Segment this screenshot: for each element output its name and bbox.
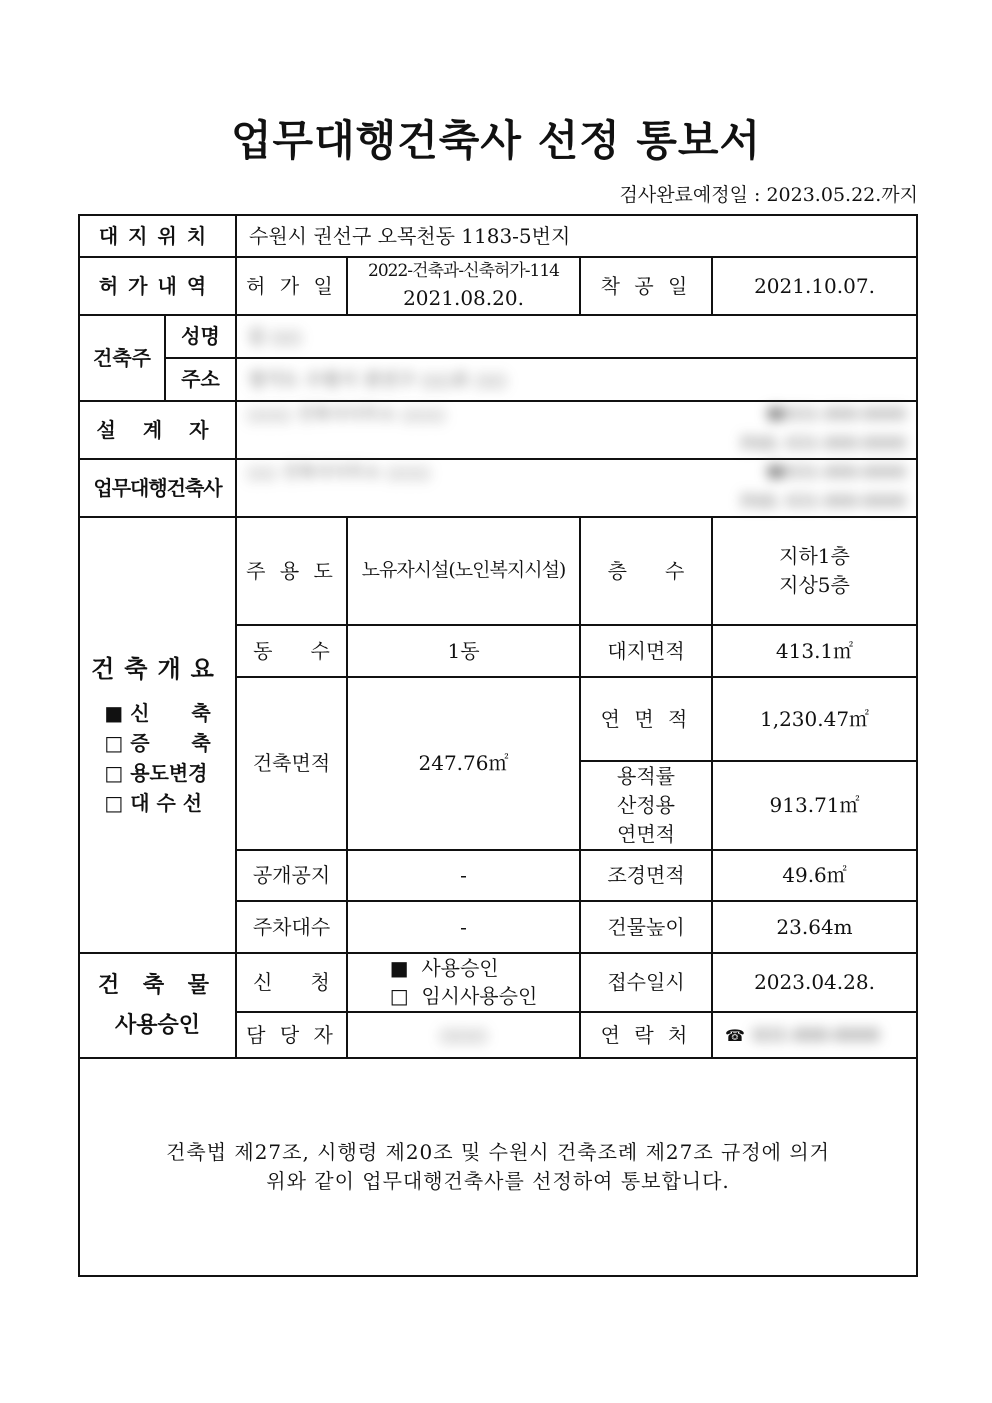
designer-cell [236, 401, 917, 459]
buildings-label: 동 수 [236, 625, 347, 677]
contact-label: 연 락 처 [580, 1012, 712, 1058]
manager: ○○○ [439, 1025, 488, 1047]
designer-office: ○○○ 건축사사무소 ○○○ [247, 405, 446, 426]
option-label: 대 수 선 [130, 791, 203, 816]
designer-fax: FAX: 031-000-0000 [740, 433, 907, 454]
phone-icon: ☎ [725, 1026, 745, 1046]
permit-date: 2021.08.20. [403, 285, 524, 310]
far-floor-area-label [580, 761, 712, 850]
option-label: 사용승인 [421, 956, 499, 980]
buildings: 1동 [347, 625, 580, 677]
approval-label-line-1: 건 축 물 [97, 972, 218, 998]
application-label: 신 청 [236, 953, 347, 1012]
building-area: 247.76㎡ [347, 677, 580, 850]
agent-cell [236, 459, 917, 517]
document-title: 업무대행건축사 선정 통보서 [230, 116, 762, 165]
agent-phone: ☎031-000-0000 [765, 463, 907, 484]
site-area: 413.1㎡ [712, 625, 917, 677]
floors [712, 517, 917, 625]
far-floor-area: 913.71㎡ [712, 761, 917, 850]
checkbox-icon: □ [104, 791, 124, 816]
received-date-label: 접수일시 [580, 953, 712, 1012]
parking-label: 주차대수 [236, 901, 347, 953]
open-space-label: 공개공지 [236, 850, 347, 901]
far-label-line-3: 연면적 [617, 822, 675, 846]
option-label: 용도변경 [130, 761, 208, 786]
overview-label: 건축개요 [91, 654, 224, 683]
owner-name-label: 성명 [165, 315, 236, 358]
parking: - [347, 901, 580, 953]
option-renovation[interactable] [104, 788, 210, 818]
building-height-label: 건물높이 [580, 901, 712, 953]
floors-label: 층 수 [580, 517, 712, 625]
agent-label: 업무대행건축사 [79, 459, 236, 517]
building-height: 23.64m [712, 901, 917, 953]
option-label: 증 축 [130, 731, 211, 756]
checkbox-icon: □ [104, 761, 124, 786]
owner-name-cell [236, 315, 917, 358]
agent-fax: FAX: 031-000-0000 [740, 491, 907, 512]
site-location-value: 수원시 권선구 오목천동 1183-5번지 [236, 215, 917, 257]
permit-label: 허가내역 [79, 257, 236, 315]
notice-line-1: 건축법 제27조, 시행령 제20조 및 수원시 건축조례 제27조 규정에 의거 [166, 1140, 830, 1164]
site-area-label: 대지면적 [580, 625, 712, 677]
designer-phone: ☎031-000-0000 [765, 405, 907, 426]
owner-address-cell [236, 358, 917, 401]
far-label-line-1: 용적률 [617, 764, 675, 788]
option-use-change[interactable] [104, 758, 210, 788]
checkbox-checked-icon: ■ [389, 956, 409, 980]
option-extension[interactable] [104, 728, 210, 758]
manager-label: 담 당 자 [236, 1012, 347, 1058]
option-new[interactable] [104, 698, 210, 728]
owner-address: 경기도 수원시 권선구 ○○로 ○○ [247, 369, 507, 391]
landscape-area: 49.6㎡ [712, 850, 917, 901]
option-label: 임시사용승인 [421, 984, 538, 1008]
start-date-label: 착 공 일 [580, 257, 712, 315]
notice-line-2: 위와 같이 업무대행건축사를 선정하여 통보합니다. [266, 1169, 730, 1193]
permit-date-label: 허 가 일 [236, 257, 347, 315]
application-options-cell [347, 953, 580, 1012]
landscape-area-label: 조경면적 [580, 850, 712, 901]
agent-office: ○○ 건축사사무소 ○○○ [247, 463, 431, 484]
option-label: 신 축 [130, 701, 211, 726]
notice-cell [79, 1058, 917, 1276]
contact: 031-000-0000 [752, 1025, 880, 1047]
construction-type-options [104, 698, 210, 818]
checkbox-icon: □ [104, 731, 124, 756]
floors-below: 지하1층 [779, 544, 850, 568]
site-location-label: 대지위치 [79, 215, 236, 257]
option-use-approval[interactable] [390, 954, 538, 982]
overview-cell [79, 517, 236, 953]
owner-label: 건축주 [79, 315, 165, 401]
checkbox-icon: □ [389, 984, 409, 1008]
permit-number-date [347, 257, 580, 315]
inspection-due-date: 검사완료예정일 : 2023.05.22.까지 [619, 184, 918, 206]
checkbox-checked-icon: ■ [104, 701, 124, 726]
far-label-line-2: 산정용 [617, 793, 675, 817]
total-floor-area: 1,230.47㎡ [712, 677, 917, 761]
approval-label [79, 953, 236, 1058]
owner-name: 김 ○○ [247, 326, 302, 348]
manager-cell [347, 1012, 580, 1058]
floors-above: 지상5층 [779, 573, 850, 597]
building-area-label: 건축면적 [236, 677, 347, 850]
main-use: 노유자시설(노인복지시설) [347, 517, 580, 625]
start-date: 2021.10.07. [712, 257, 917, 315]
owner-address-label: 주소 [165, 358, 236, 401]
open-space: - [347, 850, 580, 901]
designer-label: 설 계 자 [79, 401, 236, 459]
total-floor-area-label: 연 면 적 [580, 677, 712, 761]
option-temporary-approval[interactable] [390, 982, 538, 1010]
approval-label-line-2: 사용승인 [114, 1012, 200, 1038]
received-date: 2023.04.28. [712, 953, 917, 1012]
application-options [390, 954, 538, 1010]
main-use-label: 주 용 도 [236, 517, 347, 625]
permit-number: 2022-건축과-신축허가-114 [368, 261, 559, 282]
contact-cell [712, 1012, 917, 1058]
notice-form-table [78, 214, 918, 1277]
